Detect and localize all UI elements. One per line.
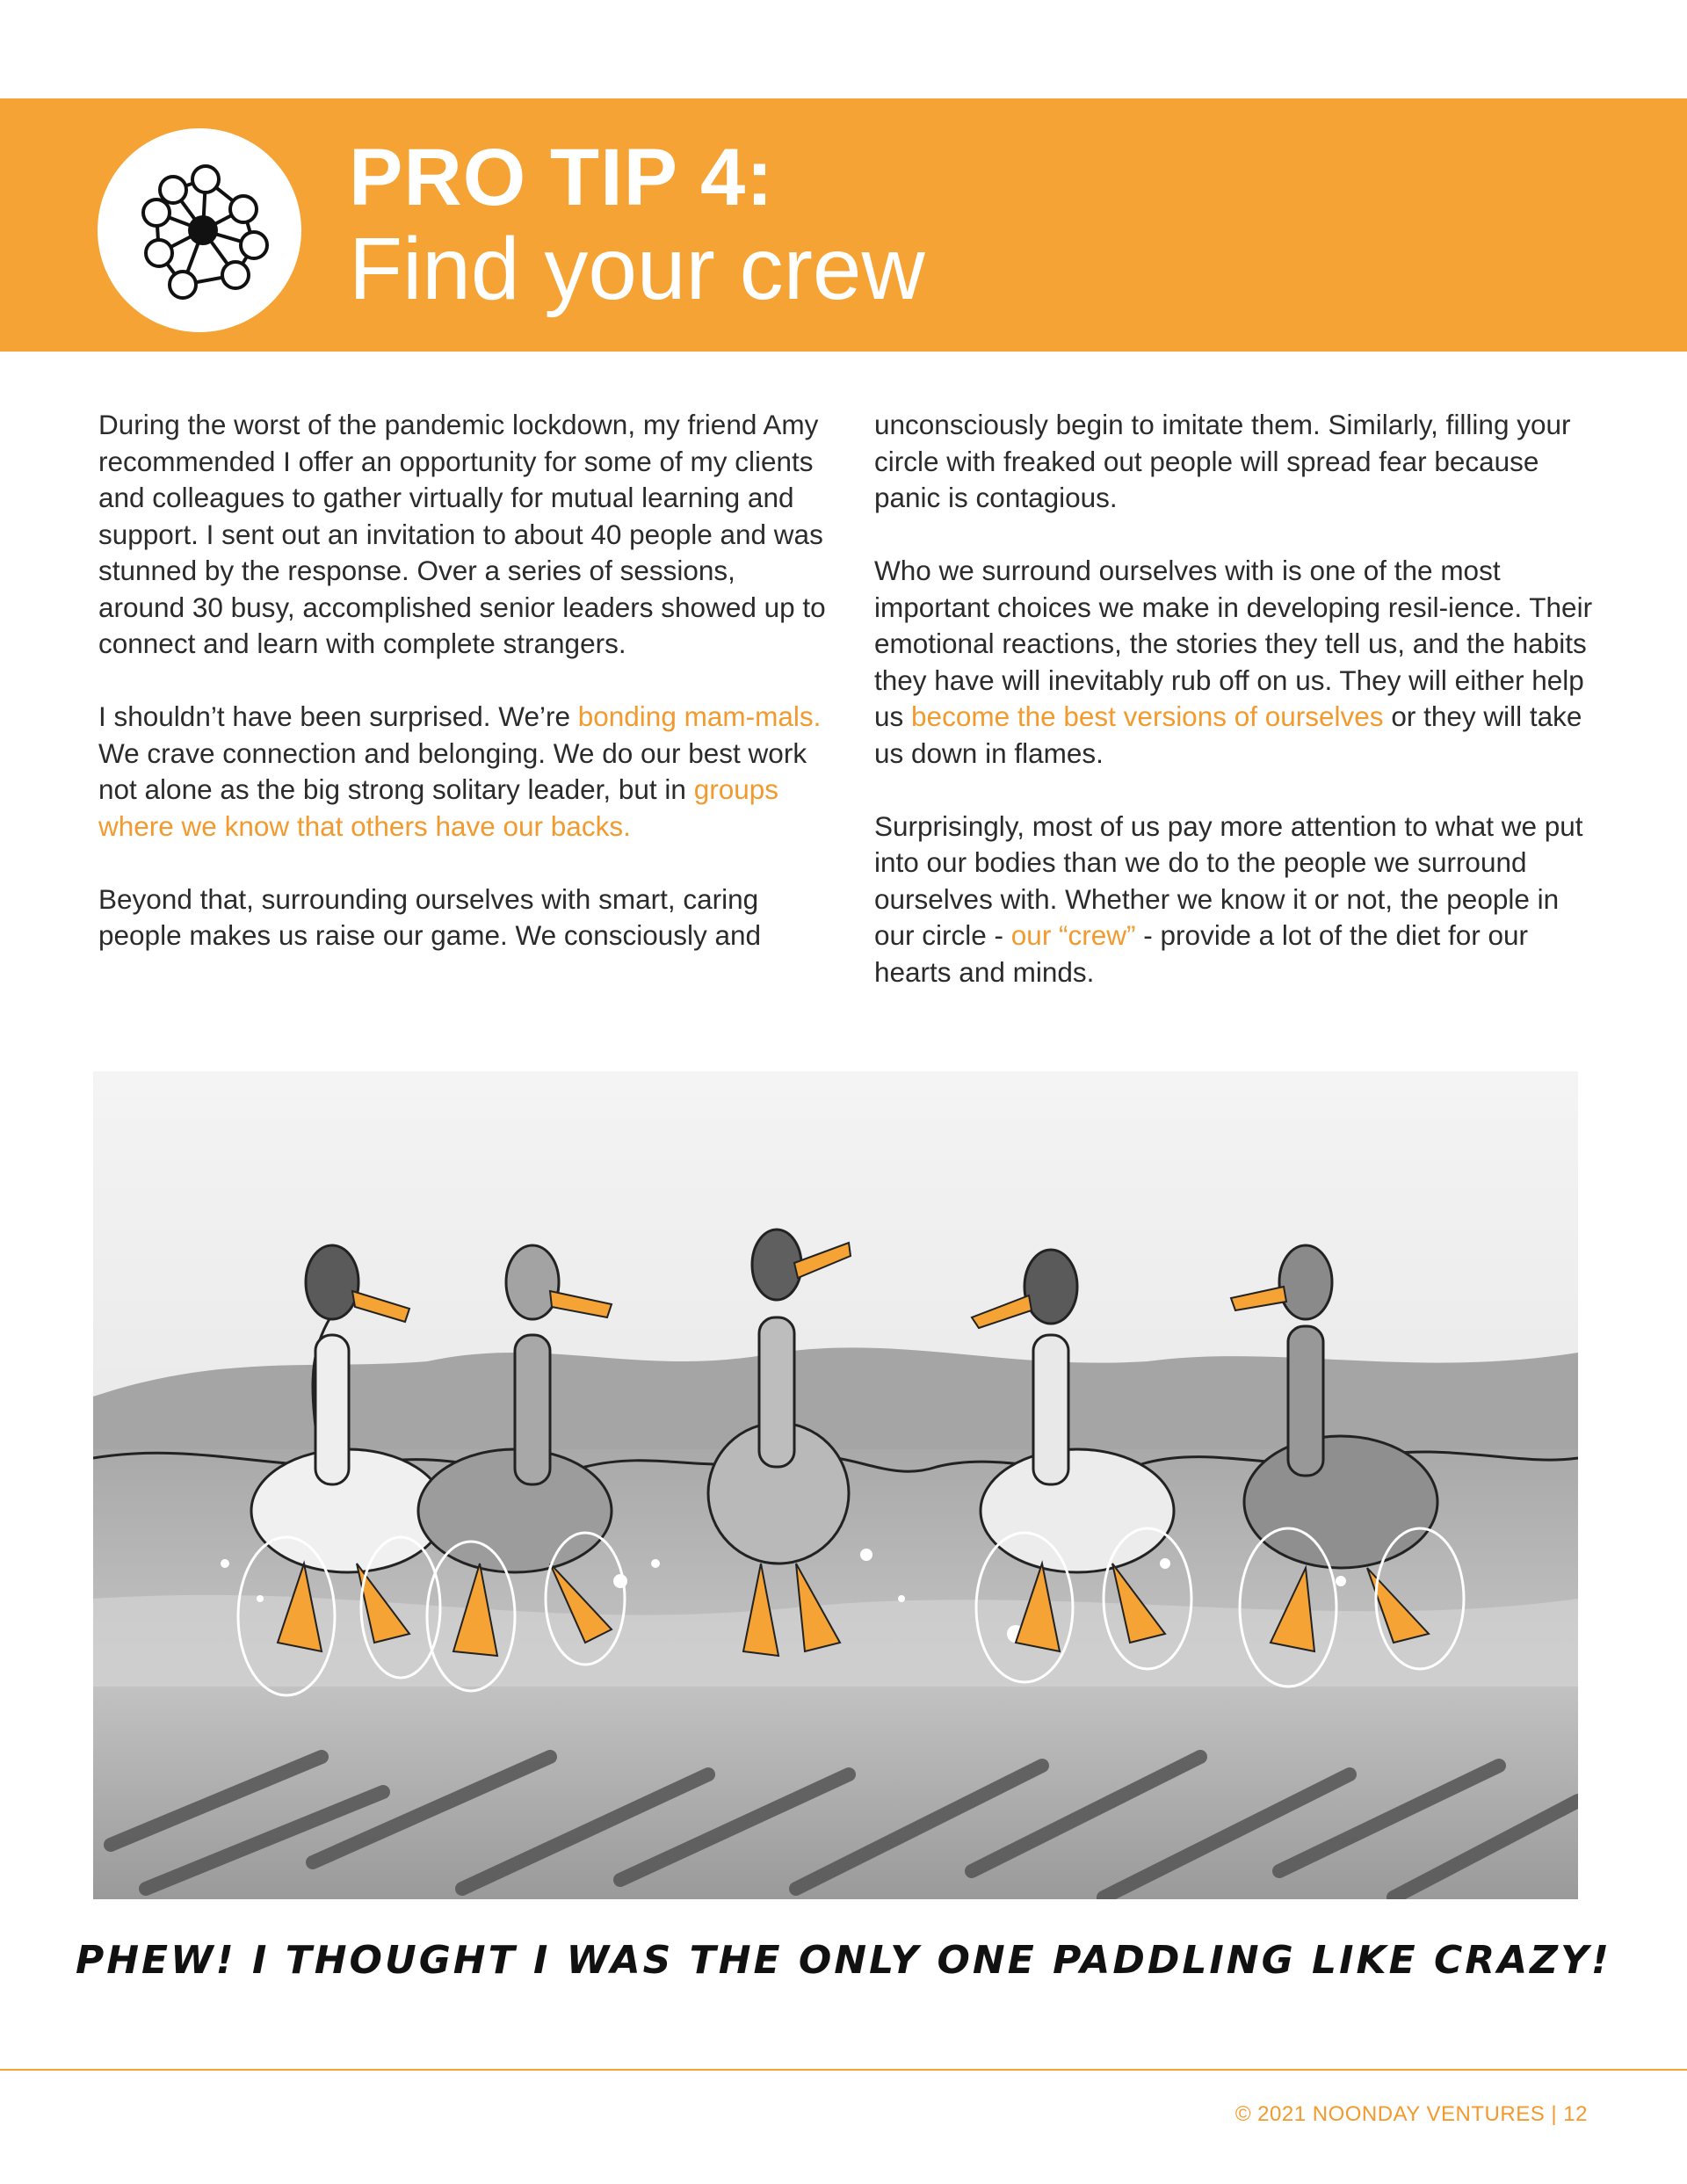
network-nodes-icon [98, 128, 301, 332]
paragraph: unconsciously begin to imitate them. Similarly, filling your circle with freaked out people will spread fear because panic is contagious. [874, 409, 1571, 513]
header-badge [98, 128, 301, 332]
left-column [98, 407, 828, 990]
text-run: I shouldn’t have been surprised. We’re [98, 700, 578, 732]
text-run: or they will take us down in flames. [874, 700, 1582, 769]
highlight-text: become the best versions of ourselves [911, 700, 1384, 732]
right-column [874, 407, 1604, 1027]
page-subtitle: Find your crew [349, 220, 925, 318]
text-run: Who we surround ourselves with is one of the most important choices we make in developing resil-ience. Their emotional reactions, the stories they tell us, and the habits they have will inevitably rub off on us. They will either help us [874, 555, 1593, 732]
highlight-text: groups where we know that others have our backs. [98, 773, 779, 842]
paragraph [874, 809, 1604, 991]
highlight-text: bonding mam-mals. [577, 700, 822, 732]
highlight-text: our “crew” [1010, 919, 1136, 951]
footer-divider [0, 2069, 1687, 2071]
text-run: - provide a lot of the diet for our hearts and minds. [874, 919, 1529, 988]
illustration-caption: PHEW! I THOUGHT I WAS THE ONLY ONE PADDLING LIKE CRAZY! [75, 1938, 1611, 1983]
paragraph: Beyond that, surrounding ourselves with smart, caring people makes us raise our game. We consciously and [98, 882, 762, 951]
paragraph [874, 553, 1604, 772]
paragraph: During the worst of the pandemic lockdown, my friend Amy recommended I offer an opportunity for some of my clients and colleagues to gather virtually for mutual learning and support. I sent out an invitation to about 40 people and was stunned by the response. Over a series of sessions, around 30 busy, accomplished senior leaders showed up to connect and learn with complete strangers. [98, 409, 826, 659]
text-run: Surprisingly, most of us pay more attention to what we put into our bodies than we do to the people we surround ourselves with. Whether we know it or not, the people in our circle - [874, 809, 1583, 951]
paragraph [98, 699, 828, 845]
ducks-scene [93, 1071, 1578, 1899]
ducks-illustration [93, 1071, 1578, 1899]
text-run: We crave connection and belonging. We do our best work not alone as the big strong solitary leader, but in [98, 736, 807, 805]
page-title: PRO TIP 4: [349, 133, 774, 222]
footer-copyright: © 2021 NOONDAY VENTURES | 12 [1234, 2102, 1588, 2126]
